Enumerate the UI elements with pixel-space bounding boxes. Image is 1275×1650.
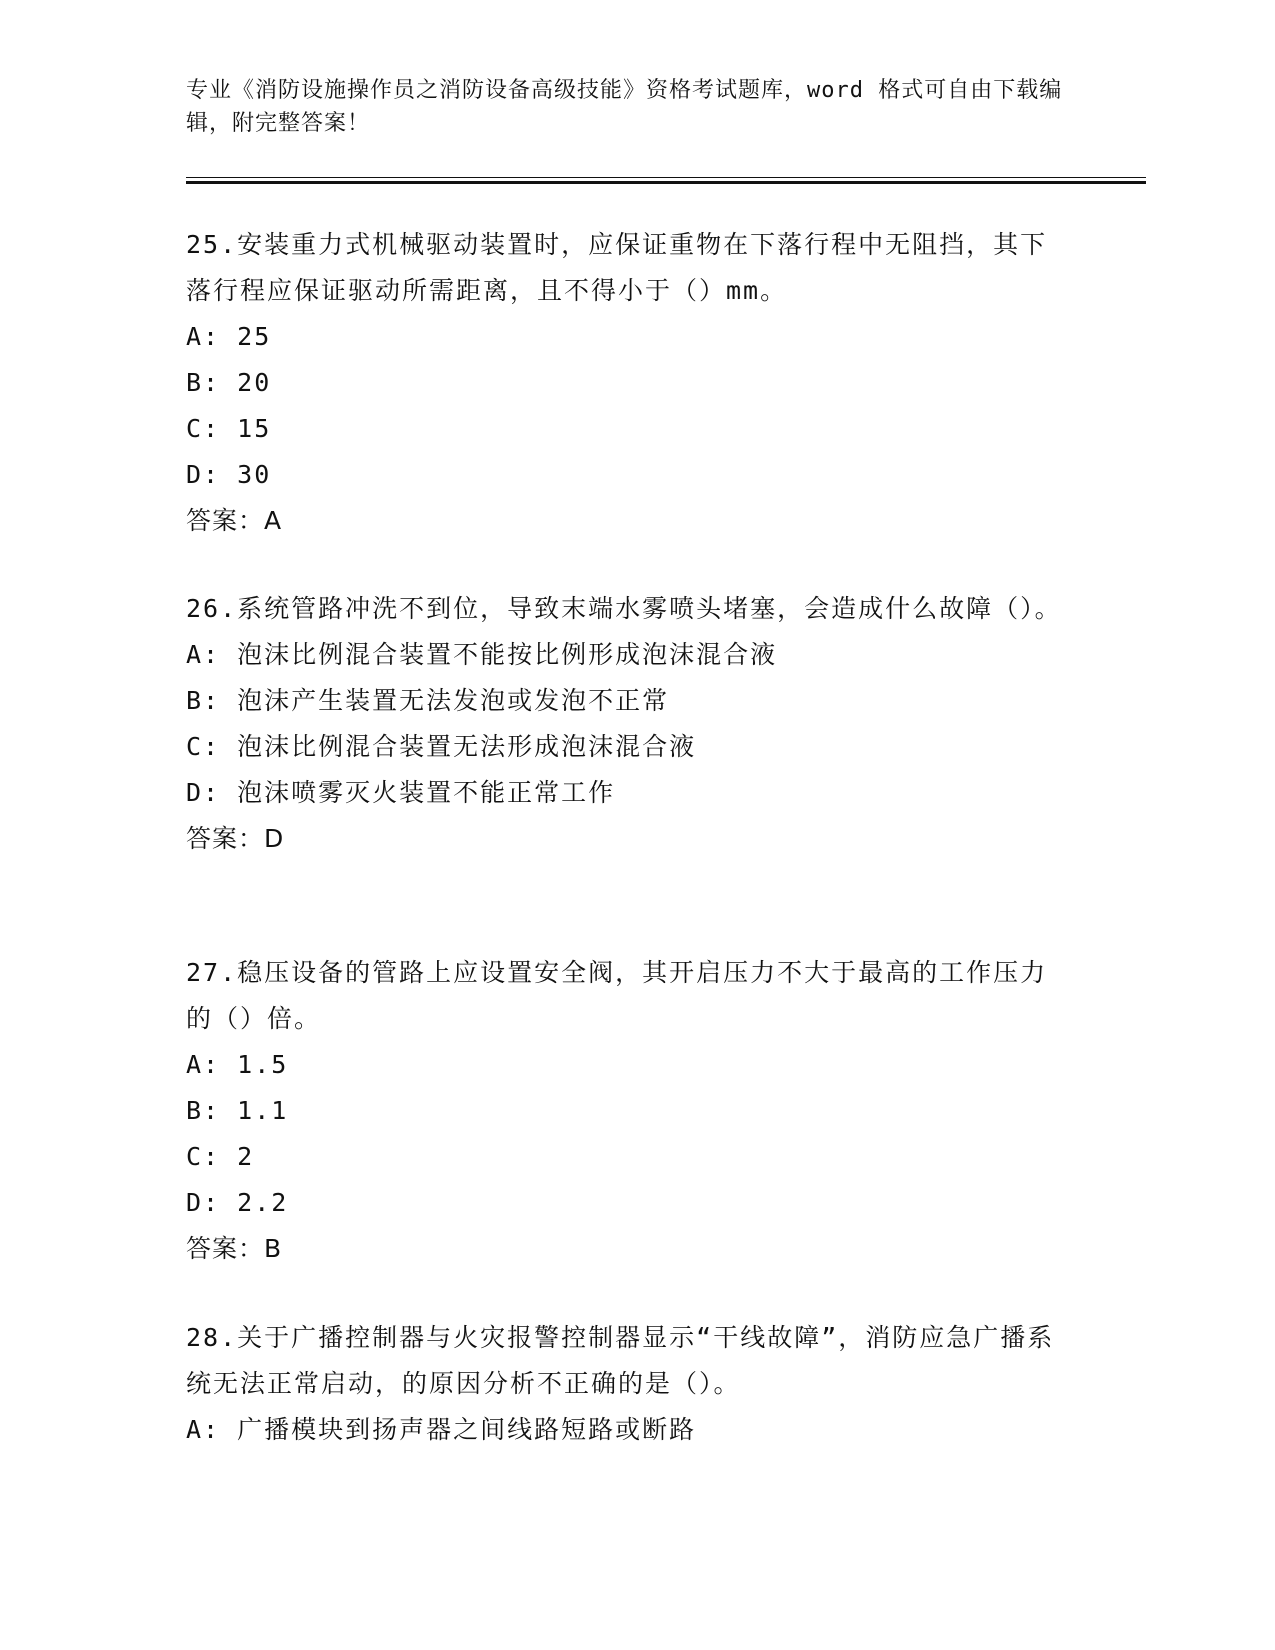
option-c: C: 15 xyxy=(186,414,272,443)
answer: 答案：A xyxy=(186,506,283,535)
option-a: A: 广播模块到扬声器之间线路短路或断路 xyxy=(186,1415,697,1444)
option-d: D: 2.2 xyxy=(186,1188,289,1217)
header-divider-thin xyxy=(186,177,1146,178)
question-text: 27.稳压设备的管路上应设置安全阀，其开启压力不大于最高的工作压力的（）倍。 xyxy=(186,958,1048,1033)
question-26 xyxy=(186,586,1066,862)
option-a: A: 泡沫比例混合装置不能按比例形成泡沫混合液 xyxy=(186,640,778,669)
option-b: B: 1.1 xyxy=(186,1096,289,1125)
question-text: 26.系统管路冲洗不到位，导致末端水雾喷头堵塞，会造成什么故障（）。 xyxy=(186,594,1062,623)
question-text: 25.安装重力式机械驱动装置时，应保证重物在下落行程中无阻挡，其下落行程应保证驱动所需距离，且不得小于（）mm。 xyxy=(186,230,1048,305)
option-a: A: 1.5 xyxy=(186,1050,289,1079)
question-25 xyxy=(186,222,1066,544)
option-d: D: 30 xyxy=(186,460,272,489)
question-text: 28.关于广播控制器与火灾报警控制器显示“干线故障”，消防应急广播系统无法正常启动，的原因分析不正确的是（）。 xyxy=(186,1323,1055,1398)
question-27 xyxy=(186,950,1066,1272)
option-c: C: 泡沫比例混合装置无法形成泡沫混合液 xyxy=(186,732,697,761)
option-c: C: 2 xyxy=(186,1142,255,1171)
option-b: B: 泡沫产生装置无法发泡或发泡不正常 xyxy=(186,686,670,715)
header-divider-thick xyxy=(186,181,1146,184)
answer: 答案：D xyxy=(186,824,285,853)
answer: 答案：B xyxy=(186,1234,283,1263)
document-header: 专业《消防设施操作员之消防设备高级技能》资格考试题库，word 格式可自由下载编辑，附完整答案！ xyxy=(186,78,1063,136)
option-d: D: 泡沫喷雾灭火装置不能正常工作 xyxy=(186,778,616,807)
option-a: A: 25 xyxy=(186,322,272,351)
option-b: B: 20 xyxy=(186,368,272,397)
question-28 xyxy=(186,1315,1066,1453)
